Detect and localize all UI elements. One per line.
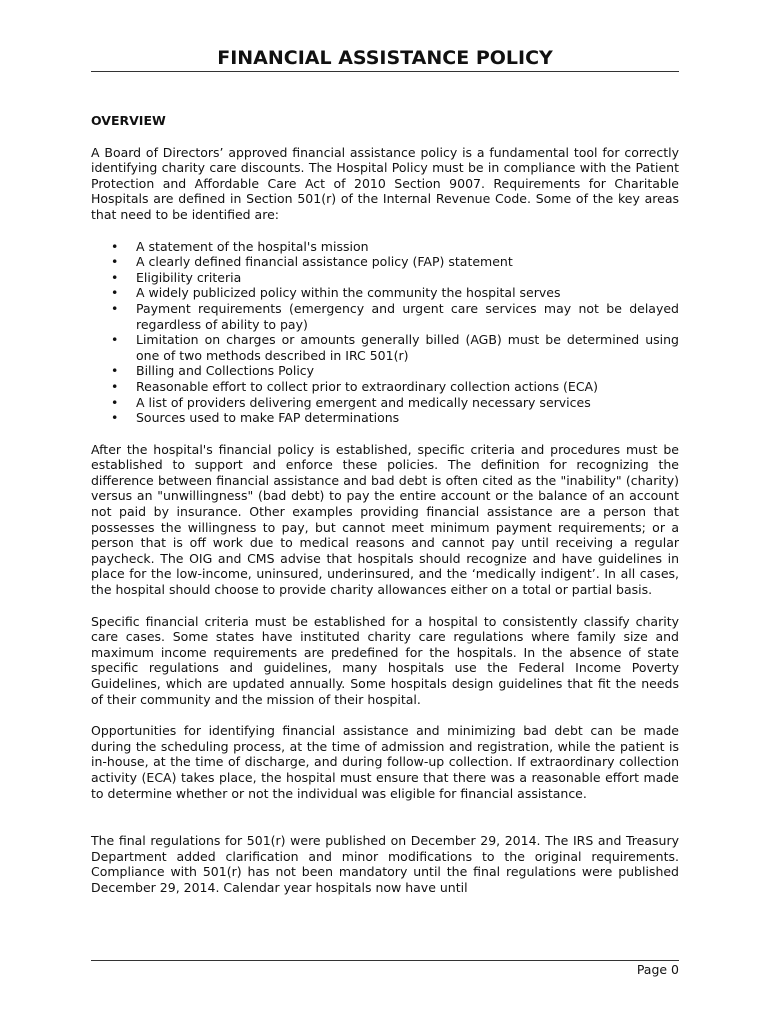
footer-divider [91, 960, 679, 961]
list-item: • Eligibility criteria [91, 270, 679, 286]
list-item: • Limitation on charges or amounts generally billed (AGB) must be determined using one of two methods described in IRC 501(r) [91, 332, 679, 363]
list-item: • Billing and Collections Policy [91, 363, 679, 379]
paragraph-opportunities: Opportunities for identifying financial assistance and minimizing bad debt can be made during the scheduling process, at the time of admission and registration, while the patient is in-house, at the time of discharge, and during follow-up collection. If extraordinary collection activity (ECA) takes place, the hospital must ensure that there was a reasonable effort made to determine whether or not the individual was eligible for financial assistance. [91, 723, 679, 801]
paragraph-financial-criteria: Specific financial criteria must be established for a hospital to consistently classify charity care cases. Some states have instituted charity care regulations where family size and maximum income requirements are predefined for the hospitals. In the absence of state specific regulations and guidelines, many hospitals use the Federal Income Poverty Guidelines, which are updated annually. Some hospitals design guidelines that fit the needs of their community and the mission of their hospital. [91, 613, 679, 707]
document-page [91, 0, 679, 1024]
section-heading: OVERVIEW [91, 113, 166, 128]
paragraph-intro: A Board of Directors’ approved financial assistance policy is a fundamental tool for correctly identifying charity care discounts. The Hospital Policy must be in compliance with the Patient Protection and Affordable Care Act of 2010 Section 9007. Requirements for Charitable Hospitals are defined in Section 501(r) of the Internal Revenue Code. Some of the key areas that need to be identified are: [91, 144, 679, 222]
list-item: • A widely publicized policy within the community the hospital serves [91, 285, 679, 301]
list-item: • Reasonable effort to collect prior to extraordinary collection actions (ECA) [91, 379, 679, 395]
list-item: • A clearly defined financial assistance policy (FAP) statement [91, 254, 679, 270]
page-number: Page 0 [636, 962, 679, 977]
list-item: • A statement of the hospital's mission [91, 239, 679, 255]
list-item: • Sources used to make FAP determinations [91, 410, 679, 426]
document-title: FINANCIAL ASSISTANCE POLICY [217, 47, 553, 69]
document-body [91, 113, 679, 912]
paragraph-criteria: After the hospital's financial policy is established, specific criteria and procedures must be established to support and enforce these policies. The definition for recognizing the difference between financial assistance and bad debt is often cited as the "inability" (charity) versus an "unwillingness" (bad debt) to pay the entire account or the balance of an account not paid by insurance. Other examples providing financial assistance are a person that possesses the willingness to pay, but cannot meet minimum payment requirements; or a person that is off work due to medical reasons and cannot pay until receiving a regular paycheck. The OIG and CMS advise that hospitals should recognize and have guidelines in place for the low-income, uninsured, underinsured, and the ‘medically indigent’. In all cases, the hospital should choose to provide charity allowances either on a total or partial basis. [91, 441, 679, 598]
list-item: • A list of providers delivering emergent and medically necessary services [91, 395, 679, 411]
title-divider [91, 71, 679, 72]
list-item: • Payment requirements (emergency and urgent care services may not be delayed regardless of ability to pay) [91, 301, 679, 332]
key-areas-list [91, 239, 679, 426]
paragraph-final-regulations: The final regulations for 501(r) were published on December 29, 2014. The IRS and Treasury Department added clarification and minor modifications to the original requirements. Compliance with 501(r) has not been mandatory until the final regulations were published December 29, 2014. Calendar year hospitals now have until [91, 833, 679, 895]
